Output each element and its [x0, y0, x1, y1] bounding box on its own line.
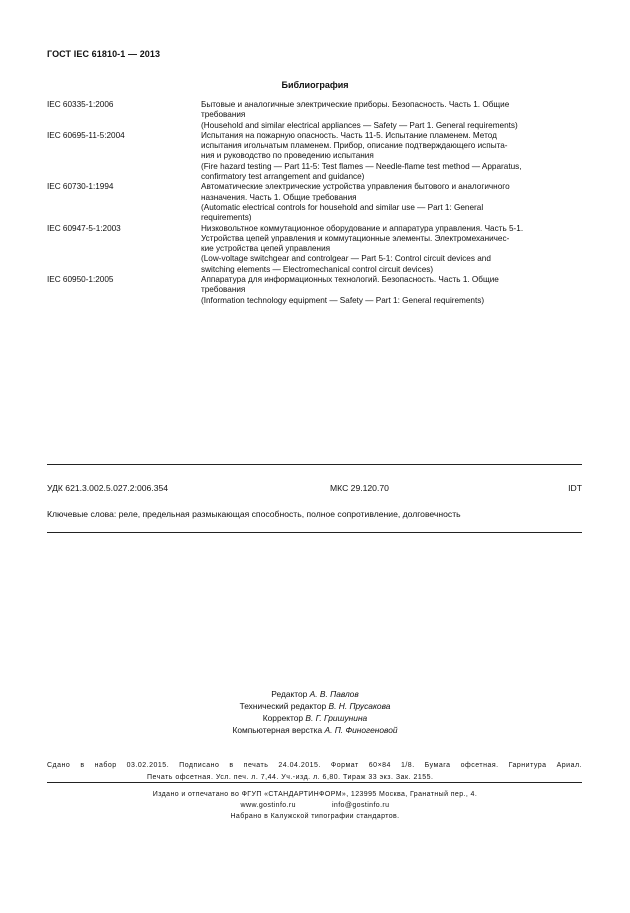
publisher-contacts — [0, 800, 630, 811]
description-line: Аппаратура для информационных технологий. Безопасность. Часть 1. Общие — [201, 275, 499, 285]
mks-code: МКС 29.120.70 — [330, 483, 389, 493]
description-line: requirements) — [201, 213, 252, 223]
description-line: (Low-voltage switchgear and controlgear — Part 5-1: Control circuit devices and — [201, 254, 491, 264]
print-imprint — [47, 760, 582, 783]
imprint-line: Печать офсетная. Усл. печ. л. 7,44. Уч.-изд. л. 6,80. Тираж 33 экз. Зак. 2155. — [147, 773, 434, 781]
credit-line — [0, 712, 630, 724]
credits-block — [0, 688, 630, 736]
credit-role: Редактор — [271, 689, 308, 699]
standard-description — [201, 275, 584, 306]
bibliography-entry — [47, 131, 584, 182]
credit-person: В. Г. Гришунина — [305, 713, 368, 723]
publisher-address: Издано и отпечатано во ФГУП «СТАНДАРТИНФОРМ», 123995 Москва, Гранатный пер., 4. — [152, 791, 478, 798]
bibliography-entry — [47, 100, 584, 131]
publisher-block — [0, 789, 630, 822]
credit-role: Компьютерная верстка — [232, 725, 323, 735]
bibliography-title: Библиография — [281, 80, 349, 90]
description-line: кие устройства цепей управления — [201, 244, 331, 254]
standard-description — [201, 182, 584, 223]
description-line: назначения. Часть 1. Общие требования — [201, 192, 357, 202]
description-line: Устройства цепей управления и коммутационные элементы. Электромеханичес- — [201, 233, 510, 243]
bibliography-entry — [47, 275, 584, 306]
bibliography-entry — [47, 224, 584, 275]
description-line: Бытовые и аналогичные электрические приборы. Безопасность. Часть 1. Общие — [201, 100, 510, 109]
divider-rule — [47, 532, 582, 533]
credit-role: Корректор — [262, 713, 304, 723]
description-line: Автоматические электрические устройства управления бытового и аналогичного — [201, 182, 510, 192]
description-line: (Automatic electrical controls for household and similar use — Part 1: General — [201, 202, 484, 212]
credit-person: В. Н. Прусакова — [328, 701, 391, 711]
description-line: Испытания на пожарную опасность. Часть 11-5. Испытание пламенем. Метод — [201, 130, 497, 140]
description-line: (Information technology equipment — Safety — Part 1: General requirements) — [201, 295, 485, 305]
credit-person: А. П. Финогеновой — [324, 725, 398, 735]
description-line: confirmatory test arrangement and guidance) — [201, 172, 365, 182]
website-link[interactable]: www.gostinfo.ru — [240, 802, 296, 809]
standard-description — [201, 224, 584, 275]
description-line: switching elements — Electromechanical control circuit devices) — [201, 264, 434, 274]
standard-code: IEC 60335-1:2006 — [47, 100, 114, 109]
standard-code: IEC 60950-1:2005 — [47, 275, 114, 285]
document-code-header: ГОСТ IEC 61810-1 — 2013 — [47, 49, 161, 59]
description-line: испытания игольчатым пламенем. Прибор, описание подтверждающего испыта- — [201, 141, 508, 151]
credit-line — [0, 688, 630, 700]
credit-line — [0, 724, 630, 736]
standard-description — [201, 131, 584, 182]
description-line: требования — [201, 285, 246, 295]
description-line: требования — [201, 110, 246, 120]
description-line: Низковольтное коммутационное оборудование и аппаратура управления. Часть 5-1. — [201, 223, 524, 233]
udk-code: УДК 621.3.002.5.027.2:006.354 — [47, 483, 169, 493]
credit-role: Технический редактор — [239, 701, 327, 711]
credit-line — [0, 700, 630, 712]
credit-person: А. В. Павлов — [309, 689, 359, 699]
bibliography-entry — [47, 182, 584, 223]
imprint-line: Сдано в набор 03.02.2015. Подписано в печать 24.04.2015. Формат 60×84 1/8. Бумага офсетная. Гарнитура Ариал. — [47, 762, 582, 769]
standard-description — [201, 100, 584, 131]
keywords-line: Ключевые слова: реле, предельная размыкающая способность, полное сопротивление, долговечность — [47, 509, 461, 519]
standard-code: IEC 60947-5-1:2003 — [47, 223, 121, 233]
bibliography-list — [47, 100, 584, 306]
description-line: ния и руководство по проведению испытания — [201, 151, 374, 161]
divider-rule — [47, 464, 582, 465]
publisher-typesetting: Набрано в Калужской типографии стандартов. — [230, 813, 400, 820]
description-line: (Household and similar electrical appliances — Safety — Part 1. General requirements) — [201, 120, 518, 130]
standard-code: IEC 60695-11-5:2004 — [47, 130, 125, 140]
email-link[interactable]: info@gostinfo.ru — [331, 802, 390, 809]
standard-code: IEC 60730-1:1994 — [47, 182, 114, 192]
idt-label: IDT — [568, 483, 582, 493]
divider-rule — [47, 782, 582, 783]
description-line: (Fire hazard testing — Part 11-5: Test flames — Needle-flame test method — Apparatus, — [201, 161, 522, 171]
